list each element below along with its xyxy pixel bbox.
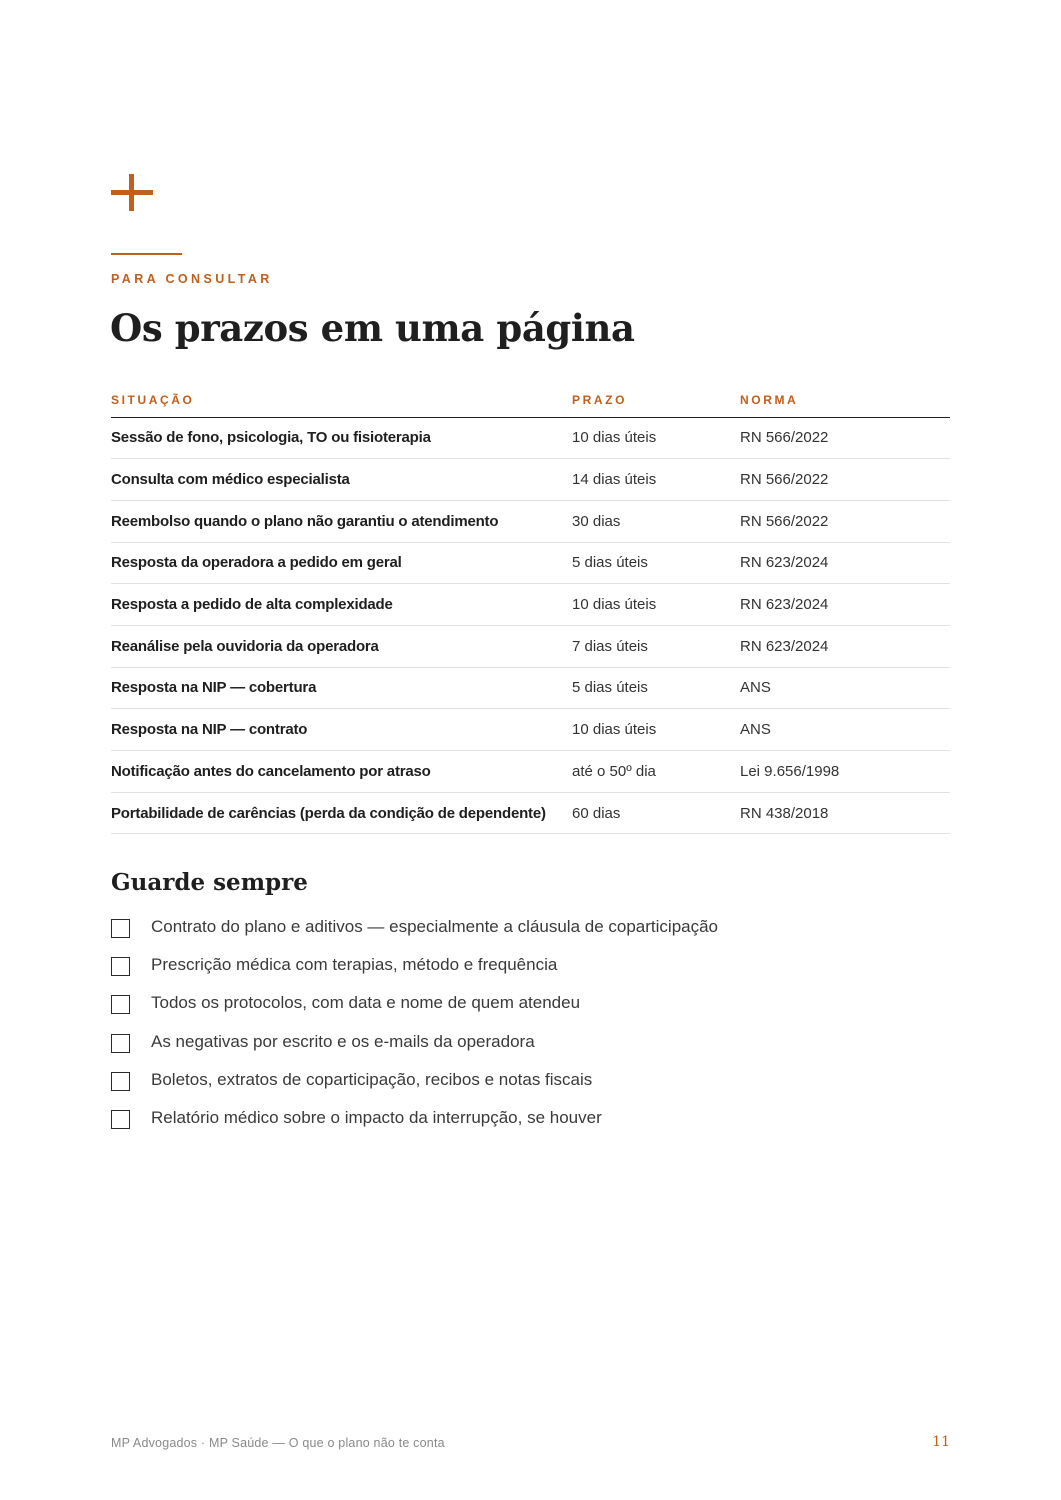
table-row (111, 709, 950, 751)
checkbox-icon[interactable] (111, 919, 130, 938)
table-row (111, 417, 950, 459)
checklist-item (111, 1099, 911, 1137)
table-row (111, 625, 950, 667)
cell-norma: RN 438/2018 (740, 792, 950, 834)
cell-situacao: Consulta com médico especialista (111, 459, 572, 501)
checkbox-icon[interactable] (111, 1072, 130, 1091)
deadlines-table (111, 384, 950, 834)
footer-text: MP Advogados · MP Saúde — O que o plano não te conta (111, 1436, 445, 1450)
cell-situacao: Reanálise pela ouvidoria da operadora (111, 625, 572, 667)
table-row (111, 751, 950, 793)
cell-prazo: 30 dias (572, 500, 740, 542)
cell-prazo: 14 dias úteis (572, 459, 740, 501)
cell-norma: RN 566/2022 (740, 500, 950, 542)
cell-prazo: 10 dias úteis (572, 584, 740, 626)
checklist-item-label: Relatório médico sobre o impacto da interrupção, se houver (151, 1108, 602, 1128)
checklist-item-label: Contrato do plano e aditivos — especialmente a cláusula de coparticipação (151, 917, 719, 937)
section-eyebrow: PARA CONSULTAR (111, 272, 273, 286)
cell-prazo: até o 50º dia (572, 751, 740, 793)
column-header-situacao: SITUAÇÃO (111, 384, 572, 417)
column-header-prazo: PRAZO (572, 384, 740, 417)
cell-situacao: Resposta a pedido de alta complexidade (111, 584, 572, 626)
checkbox-icon[interactable] (111, 1110, 130, 1129)
cell-norma: RN 566/2022 (740, 417, 950, 459)
cell-situacao: Resposta na NIP — cobertura (111, 667, 572, 709)
accent-divider (111, 253, 182, 255)
cell-prazo: 60 dias (572, 792, 740, 834)
table-row (111, 584, 950, 626)
checklist-item (111, 1023, 911, 1061)
cell-norma: ANS (740, 709, 950, 751)
checklist-item-label: Todos os protocolos, com data e nome de quem atendeu (151, 993, 581, 1013)
checklist-item-label: Prescrição médica com terapias, método e frequência (151, 955, 558, 975)
table-row (111, 500, 950, 542)
cell-prazo: 5 dias úteis (572, 542, 740, 584)
plus-icon (111, 174, 153, 214)
checklist-item (111, 946, 911, 984)
cell-norma: Lei 9.656/1998 (740, 751, 950, 793)
cell-situacao: Resposta da operadora a pedido em geral (111, 542, 572, 584)
page-title: Os prazos em uma página (110, 306, 635, 350)
cell-prazo: 7 dias úteis (572, 625, 740, 667)
checklist-item-label: Boletos, extratos de coparticipação, recibos e notas fiscais (151, 1069, 593, 1089)
checklist-item (111, 1061, 911, 1099)
table-row (111, 542, 950, 584)
cell-prazo: 5 dias úteis (572, 667, 740, 709)
column-header-norma: NORMA (740, 384, 950, 417)
table-row (111, 459, 950, 501)
cell-norma: ANS (740, 667, 950, 709)
checkbox-icon[interactable] (111, 1034, 130, 1053)
cell-norma: RN 623/2024 (740, 584, 950, 626)
checklist-item (111, 908, 911, 946)
cell-prazo: 10 dias úteis (572, 709, 740, 751)
checkbox-icon[interactable] (111, 957, 130, 976)
checklist-item (111, 984, 911, 1022)
checklist (111, 908, 911, 1137)
cell-norma: RN 623/2024 (740, 542, 950, 584)
cell-norma: RN 623/2024 (740, 625, 950, 667)
cell-prazo: 10 dias úteis (572, 417, 740, 459)
cell-situacao: Resposta na NIP — contrato (111, 709, 572, 751)
table-header-row (111, 384, 950, 417)
cell-situacao: Sessão de fono, psicologia, TO ou fisioterapia (111, 417, 572, 459)
cell-situacao: Reembolso quando o plano não garantiu o atendimento (111, 500, 572, 542)
table-row (111, 792, 950, 834)
checklist-heading: Guarde sempre (111, 869, 308, 896)
checklist-item-label: As negativas por escrito e os e-mails da operadora (151, 1031, 535, 1051)
page-number: 11 (932, 1434, 950, 1450)
cell-norma: RN 566/2022 (740, 459, 950, 501)
cell-situacao: Portabilidade de carências (perda da condição de dependente) (111, 792, 572, 834)
cell-situacao: Notificação antes do cancelamento por atraso (111, 751, 572, 793)
table-row (111, 667, 950, 709)
checkbox-icon[interactable] (111, 995, 130, 1014)
